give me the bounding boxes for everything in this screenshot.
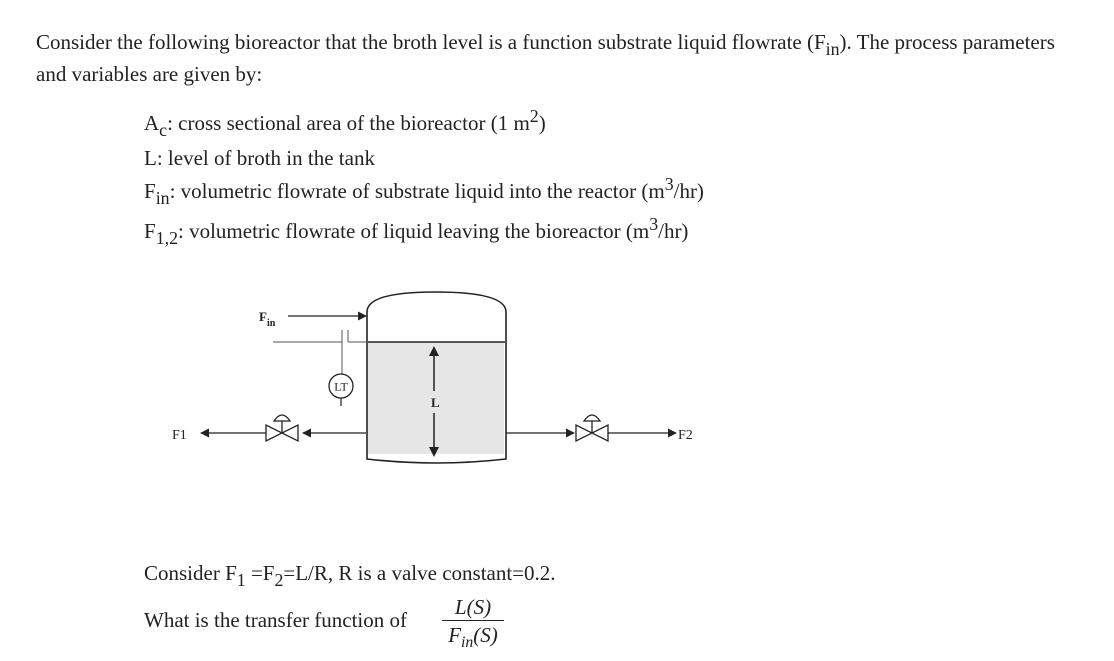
fin-label: $F_{in}$: [259, 309, 276, 329]
outlet-f2: [506, 415, 693, 443]
fraction-denominator: $F_{in}(S)$: [448, 623, 498, 651]
definition-fin: Fin: volumetric flowrate of substrate liquid into the reactor (m3/hr): [144, 173, 704, 208]
consider-statement: Consider F1 =F2=L/R, R is a valve constant=0.2.: [144, 561, 556, 590]
definition-f12: F1,2: volumetric flowrate of liquid leaving the bioreactor (m3/hr): [144, 213, 689, 248]
fraction-numerator: L(S): [454, 595, 492, 619]
outlet-f1: [172, 415, 366, 443]
transfer-function-fraction: [440, 594, 506, 649]
inlet-stream: [259, 309, 366, 329]
definition-level: L: level of broth in the tank: [144, 146, 375, 170]
intro-paragraph: Consider the following bioreactor that the broth level is a function substrate liquid flowrate (Fin). The process parameters and variables are given by:: [36, 30, 1055, 86]
question-text: What is the transfer function of: [144, 608, 407, 632]
level-transmitter: [273, 330, 367, 406]
definition-area: Ac: cross sectional area of the bioreactor (1 m2): [144, 105, 546, 140]
f1-valve: [266, 415, 298, 441]
f1-label: F1: [172, 428, 187, 443]
level-label: L: [431, 395, 440, 410]
tank: [367, 292, 506, 463]
bioreactor-diagram: [160, 282, 720, 472]
lt-label: LT: [334, 379, 348, 394]
f2-label: F2: [678, 428, 693, 443]
f2-valve: [576, 415, 608, 441]
